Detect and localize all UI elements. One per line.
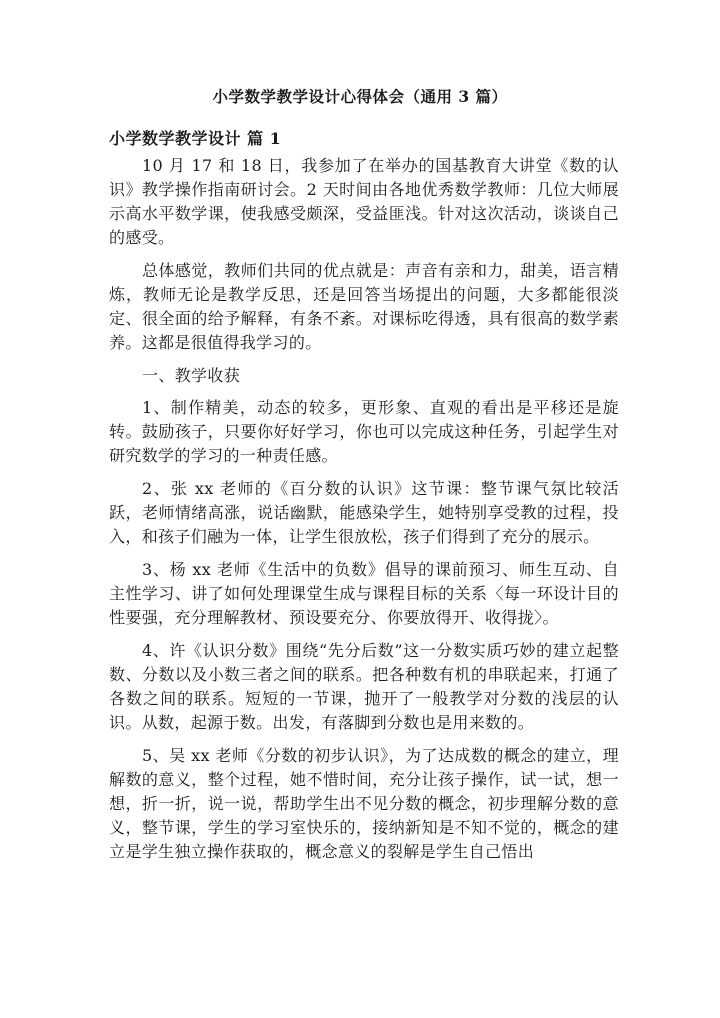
document-title: 小学数学教学设计心得体会（通用 3 篇） — [212, 87, 508, 106]
paragraph-item-2: 2、张 xx 老师的《百分数的认识》这节课：整节课气氛比较活跃，老师情绪高涨，说话幽默，能感染学生，她特别享受教的过程，投入，和孩子们融为一体，让学生很放松，孩子们得到了充分的展示。 — [109, 479, 619, 546]
subheading-teaching-gains: 一、教学收获 — [142, 366, 241, 385]
document-body — [109, 154, 619, 873]
paragraph-overall-impression: 总体感觉，教师们共同的优点就是：声音有亲和力，甜美，语言精炼，教师无论是教学反思，还是回答当场提出的问题，大多都能很淡定、很全面的给予解释，有条不紊。对课标吃得透，具有很高的数学素养。这都是很值得我学习的。 — [109, 261, 619, 352]
paragraph-item-4: 4、许《认识分数》围绕“先分后数”这一分数实质巧妙的建立起整数、分数以及小数三者之间的联系。把各种数有机的串联起来，打通了各数之间的联系。短短的一节课，抛开了一般教学对分数的浅层的认识。从数，起源于数。出发，有落脚到分数也是用来数的。 — [109, 641, 619, 732]
section-heading: 小学数学教学设计 篇 1 — [109, 129, 282, 148]
paragraph-item-3: 3、杨 xx 老师《生活中的负数》倡导的课前预习、师生互动、自主性学习、讲了如何处理课堂生成与课程目标的关系〈每一环设计目的性要强，充分理解教材、预设要充分、你要放得开、收得拢〉。 — [109, 560, 619, 627]
paragraph-item-1: 1、制作精美，动态的较多，更形象、直观的看出是平移还是旋转。鼓励孩子，只要你好好学习，你也可以完成这种任务，引起学生对研究数学的学习的一种责任感。 — [109, 398, 619, 465]
paragraph-item-5: 5、吴 xx 老师《分数的初步认识》，为了达成数的概念的建立，理解数的意义，整个过程，她不惜时间，充分让孩子操作，试一试，想一想，折一折，说一说，帮助学生出不见分数的概念，初步理解分数的意义，整节课，学生的学习室快乐的，接纳新知是不知不觉的，概念的建立是学生独立操作获取的，概念意义的裂解是学生自己悟出 — [109, 746, 619, 861]
paragraph-intro: 10 月 17 和 18 日，我参加了在举办的国基教育大讲堂《数的认识》教学操作指南研讨会。2 天时间由各地优秀数学教师：几位大师展示高水平数学课，使我感受颇深，受益匪浅。针对这次活动，谈谈自己的感受。 — [109, 156, 619, 247]
